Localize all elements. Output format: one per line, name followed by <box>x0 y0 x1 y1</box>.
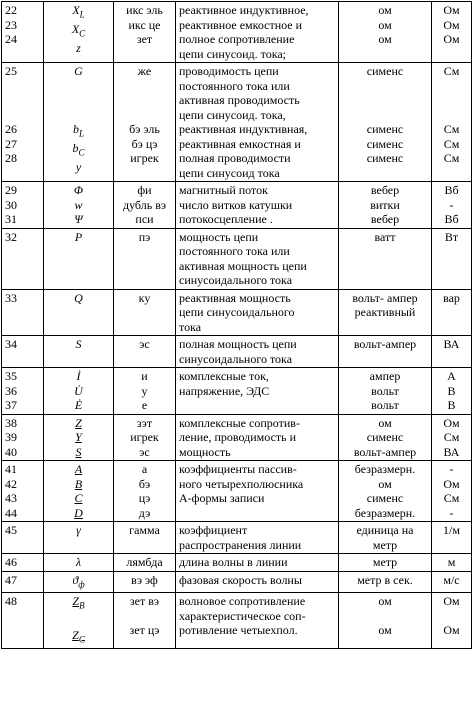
unit-line: безразмерн. <box>354 462 416 476</box>
symbol-line: S <box>75 337 82 351</box>
description-line: проводимость цепи <box>179 64 279 78</box>
number-line: 41 <box>5 462 17 476</box>
reading-line: бэ <box>138 476 151 491</box>
reading-line: зет цэ <box>129 623 160 638</box>
description-line: реактивная мощность <box>179 290 291 305</box>
symbol-cell <box>44 336 114 368</box>
symbol-line: Z <box>75 415 82 430</box>
description-line: характеристическое соп- <box>179 608 306 623</box>
description-line: потокосцепление . <box>179 212 273 226</box>
symbol-line <box>47 613 110 628</box>
reading-line: фи <box>137 183 152 197</box>
number-line: 37 <box>5 398 17 412</box>
description-cell <box>176 228 339 289</box>
number-line: 30 <box>5 197 17 212</box>
description-line: мощность цепи <box>179 229 259 244</box>
symbol-line: $b_C$ <box>72 140 85 158</box>
unit-abbr-line: Ом <box>443 3 460 17</box>
symbol-line: γ <box>76 523 81 537</box>
unit-abbr-cell <box>432 228 472 289</box>
unit-line: ампер <box>369 369 401 383</box>
description-line: активная мощность цепи <box>179 258 307 273</box>
reading-line: пси <box>135 212 154 226</box>
table-row <box>2 182 472 229</box>
symbol-cell <box>44 571 114 593</box>
description-line: синусоидального тока <box>179 351 293 366</box>
description-line: полное сопротивление <box>179 32 295 46</box>
reading-cell <box>114 414 176 461</box>
symbols-table <box>1 1 472 649</box>
unit-line: ом <box>378 17 392 32</box>
unit-line: ом <box>378 476 392 491</box>
number-line: 23 <box>5 17 17 32</box>
unit-cell <box>339 182 432 229</box>
reading-line: е <box>141 398 148 412</box>
unit-cell <box>339 2 432 63</box>
number-line: 26 <box>5 122 17 136</box>
reading-line: эс <box>139 337 150 351</box>
reading-line: лямбда <box>126 555 163 569</box>
table-row <box>2 336 472 368</box>
unit-abbr-line: вар <box>443 290 460 305</box>
unit-line: вольт-ампер <box>353 337 417 351</box>
number-line: 33 <box>5 290 17 305</box>
unit-abbr-line: ВА <box>443 337 460 351</box>
reading-line: и <box>141 369 148 383</box>
description-line: тока <box>179 319 202 334</box>
symbol-line: Q <box>74 290 83 305</box>
reading-cell <box>114 289 176 336</box>
description-line: волновое сопротивление <box>179 594 306 609</box>
description-line: комплексные сопротив- <box>179 415 300 430</box>
description-line: комплексные ток, <box>179 369 269 383</box>
description-line: фазовая скорость волны <box>179 572 302 587</box>
number-cell <box>2 522 44 554</box>
symbol-line: İ <box>76 369 81 383</box>
table-row <box>2 461 472 522</box>
unit-line: сименс <box>366 122 404 136</box>
symbol-line: Y <box>75 430 82 444</box>
unit-abbr-line <box>435 609 468 624</box>
reading-line <box>117 609 172 624</box>
reading-line: гамма <box>129 523 160 537</box>
unit-line: ом <box>378 415 392 430</box>
reading-line <box>117 108 172 123</box>
reading-cell <box>114 63 176 182</box>
description-line: магнитный поток <box>179 183 268 197</box>
symbol-line: B <box>74 476 83 491</box>
number-line: 25 <box>5 64 17 78</box>
table-row <box>2 571 472 593</box>
symbol-line <box>47 79 110 94</box>
description-line: ного четырехполюсника <box>179 476 304 491</box>
symbol-cell <box>44 228 114 289</box>
unit-abbr-line: - <box>449 197 454 212</box>
unit-line <box>342 93 428 108</box>
reading-line <box>117 79 172 94</box>
unit-cell <box>339 368 432 415</box>
unit-abbr-line: См <box>443 122 460 136</box>
number-cell <box>2 336 44 368</box>
unit-line: сименс <box>366 491 404 505</box>
symbol-line: z <box>76 40 81 55</box>
reading-line: у <box>141 383 148 398</box>
reading-cell <box>114 336 176 368</box>
description-line: реактивная емкостная и <box>179 136 301 151</box>
unit-cell <box>339 228 432 289</box>
unit-line: реактивный <box>354 305 416 319</box>
reading-line: эс <box>139 444 150 459</box>
number-line: 48 <box>5 594 17 609</box>
symbol-line: C <box>74 491 83 505</box>
unit-abbr-line: См <box>443 64 460 78</box>
unit-line: сименс <box>366 64 404 78</box>
unit-line: метр в сек. <box>357 572 413 587</box>
symbol-line: $ϑ_ф$ <box>72 572 85 589</box>
reading-cell <box>114 2 176 63</box>
number-line <box>5 93 40 108</box>
symbol-line: G <box>74 64 83 78</box>
description-cell <box>176 571 339 593</box>
reading-line: ку <box>138 290 151 305</box>
table-row <box>2 2 472 63</box>
unit-abbr-cell <box>432 554 472 572</box>
number-line: 36 <box>5 383 17 398</box>
symbol-cell <box>44 2 114 63</box>
symbol-line: U̇ <box>74 383 83 398</box>
description-line: реактивное индуктивное, <box>179 3 309 17</box>
number-cell <box>2 368 44 415</box>
unit-abbr-cell <box>432 461 472 522</box>
unit-line <box>342 79 428 94</box>
symbol-line: P <box>74 229 83 244</box>
description-cell <box>176 289 339 336</box>
description-cell <box>176 522 339 554</box>
unit-abbr-line: Ом <box>443 17 460 32</box>
unit-abbr-line: См <box>443 430 460 444</box>
description-line: постоянного тока или <box>179 78 290 93</box>
symbol-cell <box>44 368 114 415</box>
unit-abbr-line: Ом <box>443 623 460 638</box>
unit-abbr-line: - <box>449 462 454 476</box>
unit-abbr-line: Вб <box>444 212 459 226</box>
unit-abbr-line <box>435 79 468 94</box>
unit-line <box>342 609 428 624</box>
unit-abbr-line: - <box>449 505 454 520</box>
description-cell <box>176 182 339 229</box>
unit-abbr-line: Ом <box>443 415 460 430</box>
number-line: 35 <box>5 369 17 383</box>
number-cell <box>2 63 44 182</box>
reading-cell <box>114 554 176 572</box>
unit-abbr-cell <box>432 63 472 182</box>
table-row <box>2 554 472 572</box>
unit-abbr-line: А <box>447 369 456 383</box>
description-line: реактивная индуктивная, <box>179 122 308 136</box>
unit-cell <box>339 289 432 336</box>
table-row <box>2 289 472 336</box>
reading-line: игрек <box>130 430 159 444</box>
number-cell <box>2 554 44 572</box>
unit-line: ватт <box>374 229 396 244</box>
unit-abbr-cell <box>432 368 472 415</box>
symbol-cell <box>44 461 114 522</box>
reading-cell <box>114 368 176 415</box>
description-line: активная проводимость <box>179 93 300 107</box>
unit-line: вебер <box>370 183 400 197</box>
unit-abbr-cell <box>432 182 472 229</box>
unit-line: сименс <box>366 430 404 444</box>
symbol-cell <box>44 593 114 648</box>
unit-line: витки <box>370 197 400 212</box>
symbol-line: D <box>74 505 83 520</box>
unit-abbr-cell <box>432 522 472 554</box>
reading-line: же <box>137 64 152 78</box>
unit-abbr-line: 1/м <box>443 523 460 537</box>
description-line: длина волны в линии <box>179 555 288 569</box>
unit-line: сименс <box>366 136 404 151</box>
number-line: 29 <box>5 183 17 197</box>
unit-cell <box>339 461 432 522</box>
number-line: 31 <box>5 212 17 226</box>
description-line: число витков катушки <box>179 197 293 212</box>
unit-line: ом <box>378 623 392 638</box>
symbol-line: $Z_C$ <box>72 627 85 645</box>
reading-line: зет вэ <box>129 594 160 609</box>
description-cell <box>176 414 339 461</box>
unit-abbr-line: Вб <box>444 183 459 197</box>
unit-abbr-line <box>435 93 468 108</box>
unit-line: вольт-ампер <box>353 444 417 459</box>
unit-abbr-line: См <box>443 151 460 165</box>
symbol-line: $b_L$ <box>72 122 84 139</box>
unit-abbr-line <box>435 108 468 123</box>
symbol-cell <box>44 182 114 229</box>
unit-line: вольт <box>371 398 399 412</box>
unit-abbr-line: ВА <box>443 444 460 459</box>
symbol-line: Φ <box>73 183 84 197</box>
symbol-line: $X_L$ <box>72 3 85 20</box>
unit-abbr-line: См <box>443 491 460 505</box>
number-line: 47 <box>5 572 17 587</box>
number-line: 43 <box>5 491 17 505</box>
number-cell <box>2 571 44 593</box>
symbol-line: $Z_B$ <box>72 594 85 611</box>
number-line <box>5 108 40 123</box>
number-line: 46 <box>5 555 17 569</box>
table-row <box>2 593 472 648</box>
symbol-line: S <box>75 444 82 459</box>
number-cell <box>2 289 44 336</box>
description-line: полная мощность цепи <box>179 337 297 351</box>
table-row <box>2 63 472 182</box>
unit-abbr-cell <box>432 593 472 648</box>
unit-cell <box>339 336 432 368</box>
number-cell <box>2 228 44 289</box>
table-row <box>2 368 472 415</box>
symbol-line: w <box>74 197 83 212</box>
reading-line: вэ эф <box>131 572 158 587</box>
number-line: 39 <box>5 430 17 444</box>
reading-cell <box>114 593 176 648</box>
reading-cell <box>114 522 176 554</box>
description-line: цепи синусоидального <box>179 305 295 319</box>
number-line: 42 <box>5 476 17 491</box>
symbol-line: Ψ <box>74 212 83 226</box>
symbol-cell <box>44 289 114 336</box>
reading-line: икс це <box>128 17 161 32</box>
unit-line: метр <box>372 537 398 552</box>
description-line: коэффициенты пассив- <box>179 462 297 476</box>
unit-line: вебер <box>370 212 400 226</box>
reading-cell <box>114 571 176 593</box>
unit-abbr-line: м/с <box>443 572 460 587</box>
symbol-line: λ <box>75 555 82 569</box>
description-cell <box>176 461 339 522</box>
number-line: 44 <box>5 505 17 520</box>
unit-abbr-cell <box>432 336 472 368</box>
description-line: цепи синусоид. тока, <box>179 107 286 122</box>
symbol-line <box>47 108 110 123</box>
number-line <box>5 79 40 94</box>
unit-line: ом <box>378 594 392 609</box>
description-cell <box>176 368 339 415</box>
reading-line: а <box>141 462 148 476</box>
reading-line: икс эль <box>126 3 163 17</box>
unit-line <box>342 108 428 123</box>
unit-line: сименс <box>366 151 404 165</box>
unit-line: ом <box>378 3 392 17</box>
symbol-line: y <box>75 159 82 174</box>
reading-line: бэ эль <box>129 122 160 136</box>
unit-abbr-line: В <box>447 398 456 412</box>
table-row <box>2 414 472 461</box>
reading-line: дэ <box>138 505 151 520</box>
reading-line: бэ цэ <box>131 136 158 151</box>
description-line: ротивление четыехпол. <box>179 623 298 638</box>
symbol-cell <box>44 414 114 461</box>
symbol-line: $X_C$ <box>71 21 86 39</box>
reading-cell <box>114 228 176 289</box>
symbol-cell <box>44 554 114 572</box>
symbol-cell <box>44 63 114 182</box>
unit-line: метр <box>372 555 398 569</box>
reading-line: зет <box>136 32 153 46</box>
reading-line <box>117 93 172 108</box>
unit-cell <box>339 571 432 593</box>
unit-abbr-cell <box>432 2 472 63</box>
unit-abbr-line: Вт <box>444 229 459 244</box>
description-line: реактивное емкостное и <box>179 17 303 32</box>
unit-line: вольт <box>371 383 399 398</box>
unit-abbr-cell <box>432 289 472 336</box>
number-line: 28 <box>5 151 17 165</box>
description-cell <box>176 593 339 648</box>
reading-cell <box>114 461 176 522</box>
unit-abbr-line: Ом <box>443 594 460 609</box>
table-row <box>2 228 472 289</box>
description-line: постоянного тока или <box>179 244 290 258</box>
symbol-cell <box>44 522 114 554</box>
number-line: 22 <box>5 3 17 17</box>
number-line: 45 <box>5 523 17 537</box>
unit-abbr-line: См <box>443 136 460 151</box>
reading-line: цэ <box>138 491 151 505</box>
unit-cell <box>339 414 432 461</box>
unit-cell <box>339 554 432 572</box>
unit-cell <box>339 63 432 182</box>
number-line: 38 <box>5 415 17 430</box>
description-line: цепи синусоид тока <box>179 165 280 180</box>
number-line: 24 <box>5 32 17 46</box>
number-line: 34 <box>5 337 17 351</box>
unit-abbr-line: м <box>447 555 456 569</box>
unit-cell <box>339 522 432 554</box>
unit-cell <box>339 593 432 648</box>
description-line: цепи синусоид. тока; <box>179 46 287 61</box>
number-cell <box>2 593 44 648</box>
number-line: 27 <box>5 136 17 151</box>
table-row <box>2 522 472 554</box>
description-line: ление, проводимость и <box>179 430 297 444</box>
number-cell <box>2 414 44 461</box>
reading-line: пэ <box>138 229 151 244</box>
unit-abbr-line: В <box>447 383 456 398</box>
description-cell <box>176 63 339 182</box>
unit-abbr-line: Ом <box>443 476 460 491</box>
reading-line: дубль вэ <box>122 197 167 212</box>
symbol-line <box>47 93 110 108</box>
number-line: 40 <box>5 444 17 459</box>
reading-line: игрек <box>130 151 159 165</box>
symbol-line: Ė <box>74 398 83 412</box>
description-cell <box>176 336 339 368</box>
unit-line: безразмерн. <box>354 505 416 520</box>
number-cell <box>2 2 44 63</box>
unit-line: вольт- ампер <box>352 290 418 305</box>
description-line: коэффициент <box>179 523 248 537</box>
description-line: синусоидального тока <box>179 273 293 287</box>
description-line: полная проводимости <box>179 151 291 165</box>
unit-line: ом <box>378 32 392 46</box>
description-line: напряжение, ЭДС <box>179 383 270 398</box>
symbols-table-body <box>2 2 472 649</box>
reading-line: зэт <box>136 415 153 430</box>
reading-cell <box>114 182 176 229</box>
description-line: мощность <box>179 444 231 459</box>
unit-line: единица на <box>356 523 414 537</box>
number-line: 32 <box>5 229 17 244</box>
unit-abbr-cell <box>432 414 472 461</box>
symbol-line: A <box>74 462 83 476</box>
description-line: распространения линии <box>179 537 302 552</box>
number-cell <box>2 461 44 522</box>
unit-abbr-cell <box>432 571 472 593</box>
number-cell <box>2 182 44 229</box>
description-cell <box>176 2 339 63</box>
description-line: А-формы записи <box>179 491 265 505</box>
unit-abbr-line: Ом <box>443 32 460 46</box>
description-cell <box>176 554 339 572</box>
